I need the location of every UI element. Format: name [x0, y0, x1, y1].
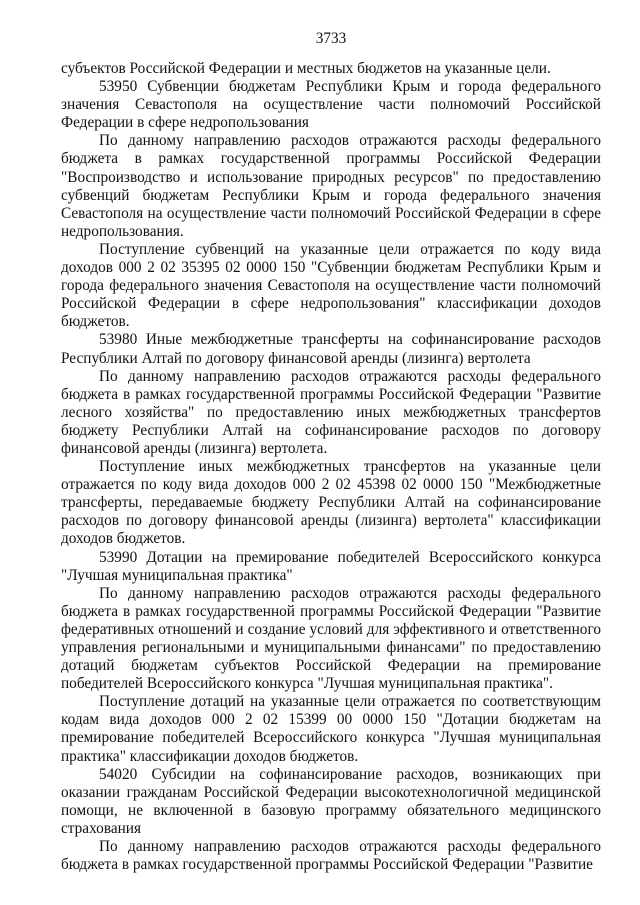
paragraph-53950-income: Поступление субвенций на указанные цели отражается по коду вида доходов 000 2 02 35395 02 0000 150 "Субвенции бюджетам Республики Крым и города федерального значения Севастополя на осуществление части полномочий Российской Федерации в сфере недропользования" классификации доходов бюджетов. — [61, 240, 601, 331]
page-number: 3733 — [315, 30, 347, 47]
paragraph-53990-income: Поступление дотаций на указанные цели отражается по соответствующим кодам вида доходов 000 2 02 15399 00 0000 150 "Дотации бюджетам на премирование победителей Всероссийского конкурса "Лучшая муниципальная практика" классификации доходов бюджетов. — [61, 693, 601, 765]
paragraph-53990-description: По данному направлению расходов отражаются расходы федерального бюджета в рамках государственной программы Российской Федерации "Развитие федеративных отношений и создание условий для эффективного и ответственного управления региональными и муниципальными финансами" по предоставлению дотаций бюджетам субъектов Российской Федерации на премирование победителей Всероссийского конкурса "Лучшая муниципальная практика". — [61, 584, 601, 693]
paragraph-code-53950-heading: 53950 Субвенции бюджетам Республики Крым и города федерального значения Севастополя на осуществление части полномочий Российской Федерации в сфере недропользования — [61, 78, 601, 132]
document-page — [61, 30, 601, 874]
paragraph-53950-description: По данному направлению расходов отражаются расходы федерального бюджета в рамках государственной программы Российской Федерации "Воспроизводство и использование природных ресурсов" по предоставлению субвенций бюджетам Республики Крым и города федерального значения Севастополя на осуществление части полномочий Российской Федерации в сфере недропользования. — [61, 132, 601, 240]
paragraph-code-53980-heading: 53980 Иные межбюджетные трансферты на софинансирование расходов Республики Алтай по договору финансовой аренды (лизинга) вертолета — [61, 331, 601, 367]
paragraph-code-54020-heading: 54020 Субсидии на софинансирование расходов, возникающих при оказании гражданам Российской Федерации высокотехнологичной медицинской помощи, не включенной в базовую программу обязательного медицинского страхования — [61, 765, 601, 837]
paragraph-54020-description: По данному направлению расходов отражаются расходы федерального бюджета в рамках государственной программы Российской Федерации "Развитие — [61, 838, 601, 874]
paragraph-continuation: субъектов Российской Федерации и местных бюджетов на указанные цели. — [61, 60, 551, 77]
paragraph-53980-income: Поступление иных межбюджетных трансфертов на указанные цели отражается по коду вида доходов 000 2 02 45398 02 0000 150 "Межбюджетные трансферты, передаваемые бюджету Республики Алтай на софинансирование расходов по договору финансовой аренды (лизинга) вертолета" классификации доходов бюджетов. — [61, 458, 601, 548]
paragraph-code-53990-heading: 53990 Дотации на премирование победителей Всероссийского конкурса "Лучшая муниципальная практика" — [61, 548, 601, 584]
paragraph-53980-description: По данному направлению расходов отражаются расходы федерального бюджета в рамках государственной программы Российской Федерации "Развитие лесного хозяйства" по предоставлению иных межбюджетных трансфертов бюджету Республики Алтай на софинансирование расходов по договору финансовой аренды (лизинга) вертолета. — [61, 367, 601, 457]
